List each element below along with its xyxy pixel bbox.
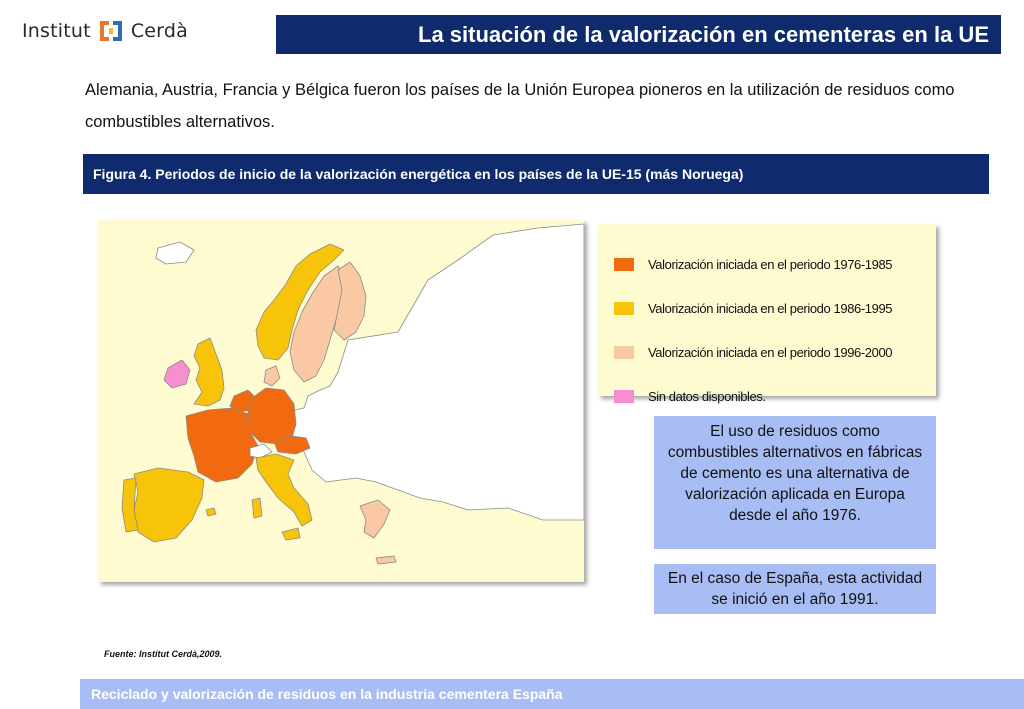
footer-bar — [80, 679, 1024, 709]
legend-swatch-1976-1985 — [614, 258, 634, 271]
intro-paragraph: Alemania, Austria, Francia y Bélgica fueron los países de la Unión Europea pioneros en la utilización de residuos como combustibles alternativos. — [85, 81, 955, 131]
map-region-ireland — [164, 360, 190, 388]
legend-item-1976-1985 — [614, 242, 936, 286]
map-region-spain — [134, 468, 204, 542]
figure-caption-bar — [83, 154, 989, 194]
legend-label: Valorización iniciada en el periodo 1986-1995 — [648, 300, 893, 316]
map-region-crete — [376, 556, 396, 564]
map-region-sicily — [282, 528, 300, 540]
legend-swatch-1986-1995 — [614, 302, 634, 315]
page-title: La situación de la valorización en cementeras en la UE — [418, 21, 989, 47]
map-region-greece — [360, 500, 390, 538]
map-region-germany — [248, 388, 296, 444]
legend-item-1996-2000 — [614, 330, 936, 374]
figure-caption: Figura 4. Periodos de inicio de la valorización energética en los países de la UE-15 (más Noruega) — [93, 166, 744, 182]
logo-text-cerda: Cerdà — [130, 20, 188, 42]
map-region-iceland — [156, 242, 194, 264]
map-region-sardinia — [252, 498, 262, 518]
map-region-france — [186, 408, 258, 482]
europe-map — [98, 220, 584, 582]
source-citation: Fuente: Institut Cerdà,2009. — [104, 649, 223, 659]
map-region-eastern-europe — [284, 224, 584, 520]
map-region-denmark — [264, 366, 280, 386]
map-legend — [598, 224, 936, 404]
map-region-uk — [194, 338, 224, 406]
legend-item-no-data — [614, 374, 936, 418]
legend-swatch-no-data — [614, 390, 634, 403]
legend-label: Valorización iniciada en el periodo 1996-2000 — [648, 344, 893, 360]
footer-text: Reciclado y valorización de residuos en la industria cementera España — [91, 686, 563, 702]
note-box-2: En el caso de España, esta actividad se inició en el año 1991. — [654, 564, 936, 614]
logo-mark-icon — [97, 17, 125, 45]
legend-label: Sin datos disponibles. — [648, 388, 766, 404]
map-region-italy — [256, 454, 312, 526]
legend-item-1986-1995 — [614, 286, 936, 330]
title-bar — [276, 15, 1001, 54]
logo — [22, 14, 188, 48]
legend-swatch-1996-2000 — [614, 346, 634, 359]
europe-map-svg — [98, 220, 584, 582]
legend-label: Valorización iniciada en el periodo 1976-1985 — [648, 256, 893, 272]
map-region-balearics — [206, 508, 216, 516]
logo-text-institut: Institut — [22, 20, 91, 42]
note-box-1: El uso de residuos como combustibles alternativos en fábricas de cemento es una alternativa de valorización aplicada en Europa desde el año 1976. — [654, 416, 936, 549]
